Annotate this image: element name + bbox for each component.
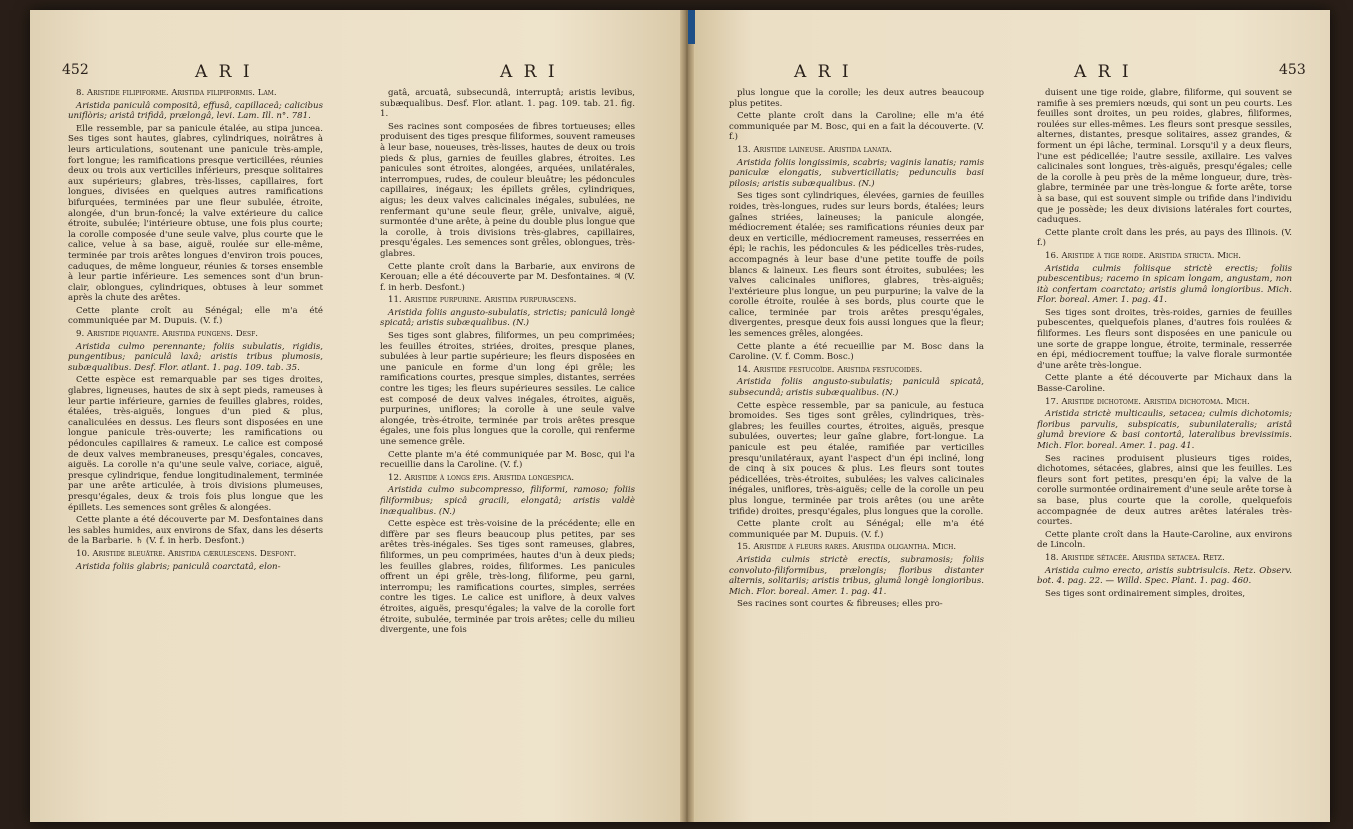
paragraph: Cette plante croît au Sénégal; elle m'a été communiquée par M. Dupuis. (V. f.) [729, 519, 984, 540]
book-gutter [680, 10, 694, 822]
paragraph: Cette plante a été découverte par M. Desfontaines dans les sables humides, aux environs de Sfax, dans les déserts de la Barbarie. ♄ (V. f. in herb. Desfont.) [68, 515, 323, 547]
paragraph: 15. Aristide à fleurs rares. Aristida oligantha. Mich. [737, 542, 957, 553]
paragraph: duisent une tige roide, glabre, filiforme, qui souvent se ramifie à ses premiers nœuds, qui sont un peu courts. Les feuilles sont droites, un peu roides, glabres, filiformes, roulées sur elles-mêmes. Les fleurs sont presque sessiles, alternes, distantes, presque solitaires, assez grandes, & forment un épi lâche, terminal. Lorsqu'il y a deux fleurs, l'une est pédicellée; l'autre sessile, axillaire. Les valves calicinales sont longues, très-aiguës, presqu'égales; celle de la corolle à peu près de la même longueur, dure, très-glabre, terminée par une très-longue & forte arête, torse à sa base, qui est souvent simple ou trifide dans l'individu que je possède; les deux divisions latérales fort courtes, caduques. [1037, 88, 1292, 226]
paragraph: Cette plante a été découverte par Michaux dans la Basse-Caroline. [1037, 373, 1292, 395]
paragraph: Aristida foliis longissimis, scabris; vaginis lanatis; ramis paniculæ elongatis, subverticillatis; pedunculis basi pilosis; aristis subæqualibus. (N.) [729, 157, 984, 189]
paragraph: Cette plante a été recueillie par M. Bosc dans la Caroline. (V. f. Comm. Bosc.) [729, 341, 984, 363]
paragraph: Aristida strictè multicaulis, setacea; culmis dichotomis; floribus parvulis, subspicatis, subunilateralis; aristâ glumâ breviore & basi contortâ, lateralibus brevissimis. Mich. Flor. boreal. Amer. 1. pag. 41. [1037, 409, 1292, 451]
paragraph: Cette plante croît dans les prés, au pays des Illinois. (V. f.) [1037, 227, 1292, 249]
paragraph: Aristida foliis angusto-subulatis, strictis; paniculâ longè spicatâ; aristis subæqualibus. (N.) [380, 307, 635, 329]
left-page-number: 452 [62, 62, 89, 78]
left-column-2 [380, 88, 635, 808]
open-book [30, 10, 1330, 822]
paragraph: Cette plante croît dans la Haute-Caroline, aux environs de Lincoln. [1037, 529, 1292, 551]
right-column-1 [729, 88, 984, 808]
paragraph: Cette plante croît dans la Barbarie, aux environs de Kerouan; elle a été découverte par M. Desfontaines. ♃ (V. f. in herb. Desfont.) [380, 261, 635, 293]
paragraph: Aristida culmo subcompresso, filiformi, ramoso; foliis filiformibus; spicâ gracili, elongatâ; aristis valdè inæqualibus. (N.) [380, 485, 635, 517]
paragraph: Ses tiges sont droites, très-roides, garnies de feuilles pubescentes, quelquefois planes, d'autres fois roulées & filiformes. Les fleurs sont disposées en une panicule ou une sorte de grappe longue, étroite, terminale, resserrée en épi, médiocrement touffue; la valve florale surmontée d'une arête très-longue. [1037, 307, 1292, 371]
paragraph: Aristida culmo perennante; foliis subulatis, rigidis, pungentibus; paniculâ laxâ; aristis tribus plumosis, subæqualibus. Desf. Flor. atlant. 1. pag. 109. tab. 35. [68, 341, 323, 373]
paragraph: Ses tiges sont glabres, filiformes, un peu comprimées; les feuilles étroites, striées, droites, presque planes, subulées à leur partie supérieure; les fleurs disposées en une panicule en forme d'un long épi grêle; les ramifications courtes, presque simples, distantes, serrées contre les tiges; les fleurs supérieures sessiles. Le calice est composé de deux valves inégales, étroites, aiguës, purpurines, uniflores; la corolle à une seule valve alongée, très-étroite, terminée par trois arêtes presque égales, une fois plus longues que la corolle, qui renferme une semence grêle. [380, 331, 635, 447]
paragraph: Aristida paniculâ compositâ, effusâ, capillaceâ; calicibus uniflòris; aristâ trifidâ, prælongâ, levi. Lam. Ill. n°. 781. [68, 100, 323, 122]
paragraph: Cette espèce est remarquable par ses tiges droites, glabres, ligneuses, hautes de six à sept pieds, rameuses à leur partie inférieure, garnies de feuilles glabres, roides, étalées, très-aiguës, longues d'un pied & plus, canaliculées en dessus. Les fleurs sont disposées en une longue panicule très-ouverte; les ramifications ou pédoncules capillaires & rameux. Le calice est composé de deux valves membraneuses, presqu'égales, concaves, aiguës. La corolle n'a qu'une seule valve, coriace, aiguë, presque cylindrique, fendue longitudinalement, terminée par une arête articulée, à trois divisions plumeuses, presqu'égales, deux & trois fois plus longue que les épillets. Les semences sont grêles & alongées. [68, 375, 323, 513]
paragraph: Aristida foliis glabris; paniculâ coarctatâ, elon- [76, 561, 281, 572]
paragraph: 17. Aristide dichotome. Aristida dichotoma. Mich. [1045, 396, 1250, 407]
paragraph: 16. Aristide à tige roide. Aristida stricta. Mich. [1045, 250, 1241, 261]
right-running-head-2: A R I [1074, 62, 1132, 82]
paragraph: 13. Aristide laineuse. Aristida lanata. [737, 144, 892, 155]
bookmark-ribbon [688, 10, 695, 44]
paragraph: Elle ressemble, par sa panicule étalée, au stipa juncea. Ses tiges sont hautes, glabres, cylindriques, noirâtres à leurs articulations, soutenant une panicule très-ample, fort longue; les ramifications presque verticillées, réunies deux ou trois aux verticilles inférieurs, presque solitaires aux supérieurs; glabres, très-lisses, capillaires, fort longues, divisées en quelques autres ramifications bifurquées, terminées par une fleur subulée, étroite, alongée, d'un brun-foncé; la valve extérieure du calice étroite, subulée; l'intérieure obtuse, une fois plus courte; la corolle composée d'une seule valve, plus courte que le calice, velue à sa base, aiguë, roulée sur elle-même, terminée par trois arêtes longues d'environ trois pouces, caduques, de même longueur, réunies & torses ensemble à leur partie inférieure. Les semences sont d'un brun-clair, oblongues, cylindriques, obtuses à leur sommet après la chute des arêtes. [68, 123, 323, 304]
left-running-head-2: A R I [500, 62, 558, 82]
paragraph: Cette espèce ressemble, par sa panicule, au festuca bromoides. Ses tiges sont grêles, cylindriques, très-glabres; les feuilles courtes, étroites, aiguës, presque subulées, ouvertes; leur gaîne glabre, fort-longue. La panicule est peu étalée, ramifiée par verticilles presqu'unilatéraux, ayant l'aspect d'un épi incliné, long de cinq à six pouces & plus. Les fleurs sont toutes pédicellées, très-étroites, subulées; les valves calicinales inégales, uniflores, très-aiguës; celle de la corolle un peu plus longue, terminée par trois arêtes (ou une arête trifide) droites, presqu'égales, plus longues que la corolle. [729, 400, 984, 517]
paragraph: 11. Aristide purpurine. Aristida purpurascens. [388, 295, 577, 306]
right-column-2 [1037, 88, 1292, 808]
paragraph: Cette plante croît au Sénégal; elle m'a été communiquée par M. Dupuis. (V. f.) [68, 305, 323, 327]
paragraph: Ses racines sont composées de fibres tortueuses; elles produisent des tiges presque filiformes, souvent rameuses à leur base, noueuses, très-lisses, hautes de deux ou trois pieds & plus, garnies de feuilles glabres, étroites. Les panicules sont étroites, alongées, arquées, unilatérales, interrompues, rudes, de couleur bleuâtre; les pédoncules capillaires, inégaux; les épillets grêles, cylindriques, aigus; les deux valves calicinales inégales, subulées, ne renfermant qu'une seule fleur, grêle, univalve, aiguë, surmontée d'une arête, à peine du double plus longue que la corolle, à trois divisions très-glabres, capillaires, presqu'égales. Les semences sont grêles, oblongues, très-glabres. [380, 121, 635, 259]
paragraph: Aristida culmis strictè erectis, subramosis; foliis convoluto-filiformibus, prælongis; floribus distanter alternis, solitariis; aristis tribus, glumâ longè longioribus. Mich. Flor. boreal. Amer. 1. pag. 41. [729, 554, 984, 597]
left-page [30, 10, 685, 822]
paragraph: 10. Aristide bleuâtre. Aristida cærulescens. Desfont. [76, 548, 297, 559]
right-page [689, 10, 1330, 822]
paragraph: Aristida culmis foliisque strictè erectis; foliis pubescentibus; racemo in spicam longam, angustam, non ità confertam coarctato; aristis glumâ longioribus. Mich. Flor. boreal. Amer. 1. pag. 41. [1037, 263, 1292, 306]
paragraph: Ses racines produisent plusieurs tiges roides, dichotomes, sétacées, glabres, ainsi que les feuilles. Les fleurs sont fort petites, presqu'en épi; la valve de la corolle surmontée ordinairement d'une seule arête torse à sa base, plus courte que la corolle, quelquefois accompagnée de deux autres arêtes latérales très-courtes. [1037, 453, 1292, 528]
paragraph: Ses tiges sont ordinairement simples, droites, [1045, 588, 1246, 599]
paragraph: 9. Aristide piquante. Aristida pungens. Desf. [76, 329, 259, 340]
paragraph: 18. Aristide sétacée. Aristida setacea. Retz. [1045, 552, 1225, 563]
paragraph: 12. Aristide à longs épis. Aristida longespica. [388, 472, 575, 483]
paragraph: Cette espèce est très-voisine de la précédente; elle en diffère par ses fleurs beaucoup plus petites, par ses arêtes très-inégales. Ses tiges sont rameuses, glabres, filiformes, un peu comprimées, hautes d'un à deux pieds; les feuilles glabres, roides, filiformes. Les panicules offrent un épi grêle, très-long, filiforme, peu garni, interrompu; les ramifications courtes, simples, serrées contre les tiges. Le calice est uniflore, à deux valves étroites, aiguës, presqu'égales; la valve de la corolle fort étroite, subulée, terminée par trois arêtes; celle du milieu divergente, une fois [380, 519, 635, 636]
paragraph: gatâ, arcuatâ, subsecundâ, interruptâ; aristis levibus, subæqualibus. Desf. Flor. atlant. 1. pag. 109. tab. 21. fig. 1. [380, 88, 635, 120]
left-column-1 [68, 88, 323, 808]
paragraph: Cette plante m'a été communiquée par M. Bosc, qui l'a recueillie dans la Caroline. (V. f.) [380, 449, 635, 471]
paragraph: Aristida foliis angusto-subulatis; paniculâ spicatâ, subsecundâ; aristis subæqualibus. (N.) [729, 377, 984, 399]
right-page-number: 453 [1279, 62, 1306, 78]
paragraph: Cette plante croît dans la Caroline; elle m'a été communiquée par M. Bosc, qui en a fait la découverte. (V. f.) [729, 111, 984, 143]
paragraph: Ses racines sont courtes & fibreuses; elles pro- [737, 599, 943, 610]
left-running-head-1: A R I [195, 62, 253, 82]
paragraph: plus longue que la corolle; les deux autres beaucoup plus petites. [729, 88, 984, 109]
paragraph: 8. Aristide filipiforme. Aristida filipiformis. Lam. [76, 88, 277, 98]
paragraph: Ses tiges sont cylindriques, élevées, garnies de feuilles roides, très-longues, rudes sur leurs bords, étalées; leurs gaînes striées, laineuses; la panicule alongée, médiocrement étalée; ses ramifications réunies deux par deux en verticille, médiocrement rameuses, resserrées en épi; le rachis, les pédoncules & les pédicelles très-rudes, accompagnés à leur base d'une petite touffe de poils blancs & laineux. Les fleurs sont étroites, subulées; les valves calicinales uniflores, glabres, très-aiguës; l'extérieure plus longue, un peu purpurine; la valve de la corolle étroite, roulée à ses bords, plus courte que le calice, terminée par trois arêtes presqu'égales, divergentes, presque deux fois aussi longues que la fleur; les semences grêles, alongées. [729, 191, 984, 340]
right-running-head-1: A R I [794, 62, 852, 82]
paragraph: Aristida culmo erecto, aristis subtrisulcis. Retz. Observ. bot. 4. pag. 22. — Willd. Spec. Plant. 1. pag. 460. [1037, 565, 1292, 587]
paragraph: 14. Aristide festucoïde. Aristida festucoides. [737, 364, 923, 375]
